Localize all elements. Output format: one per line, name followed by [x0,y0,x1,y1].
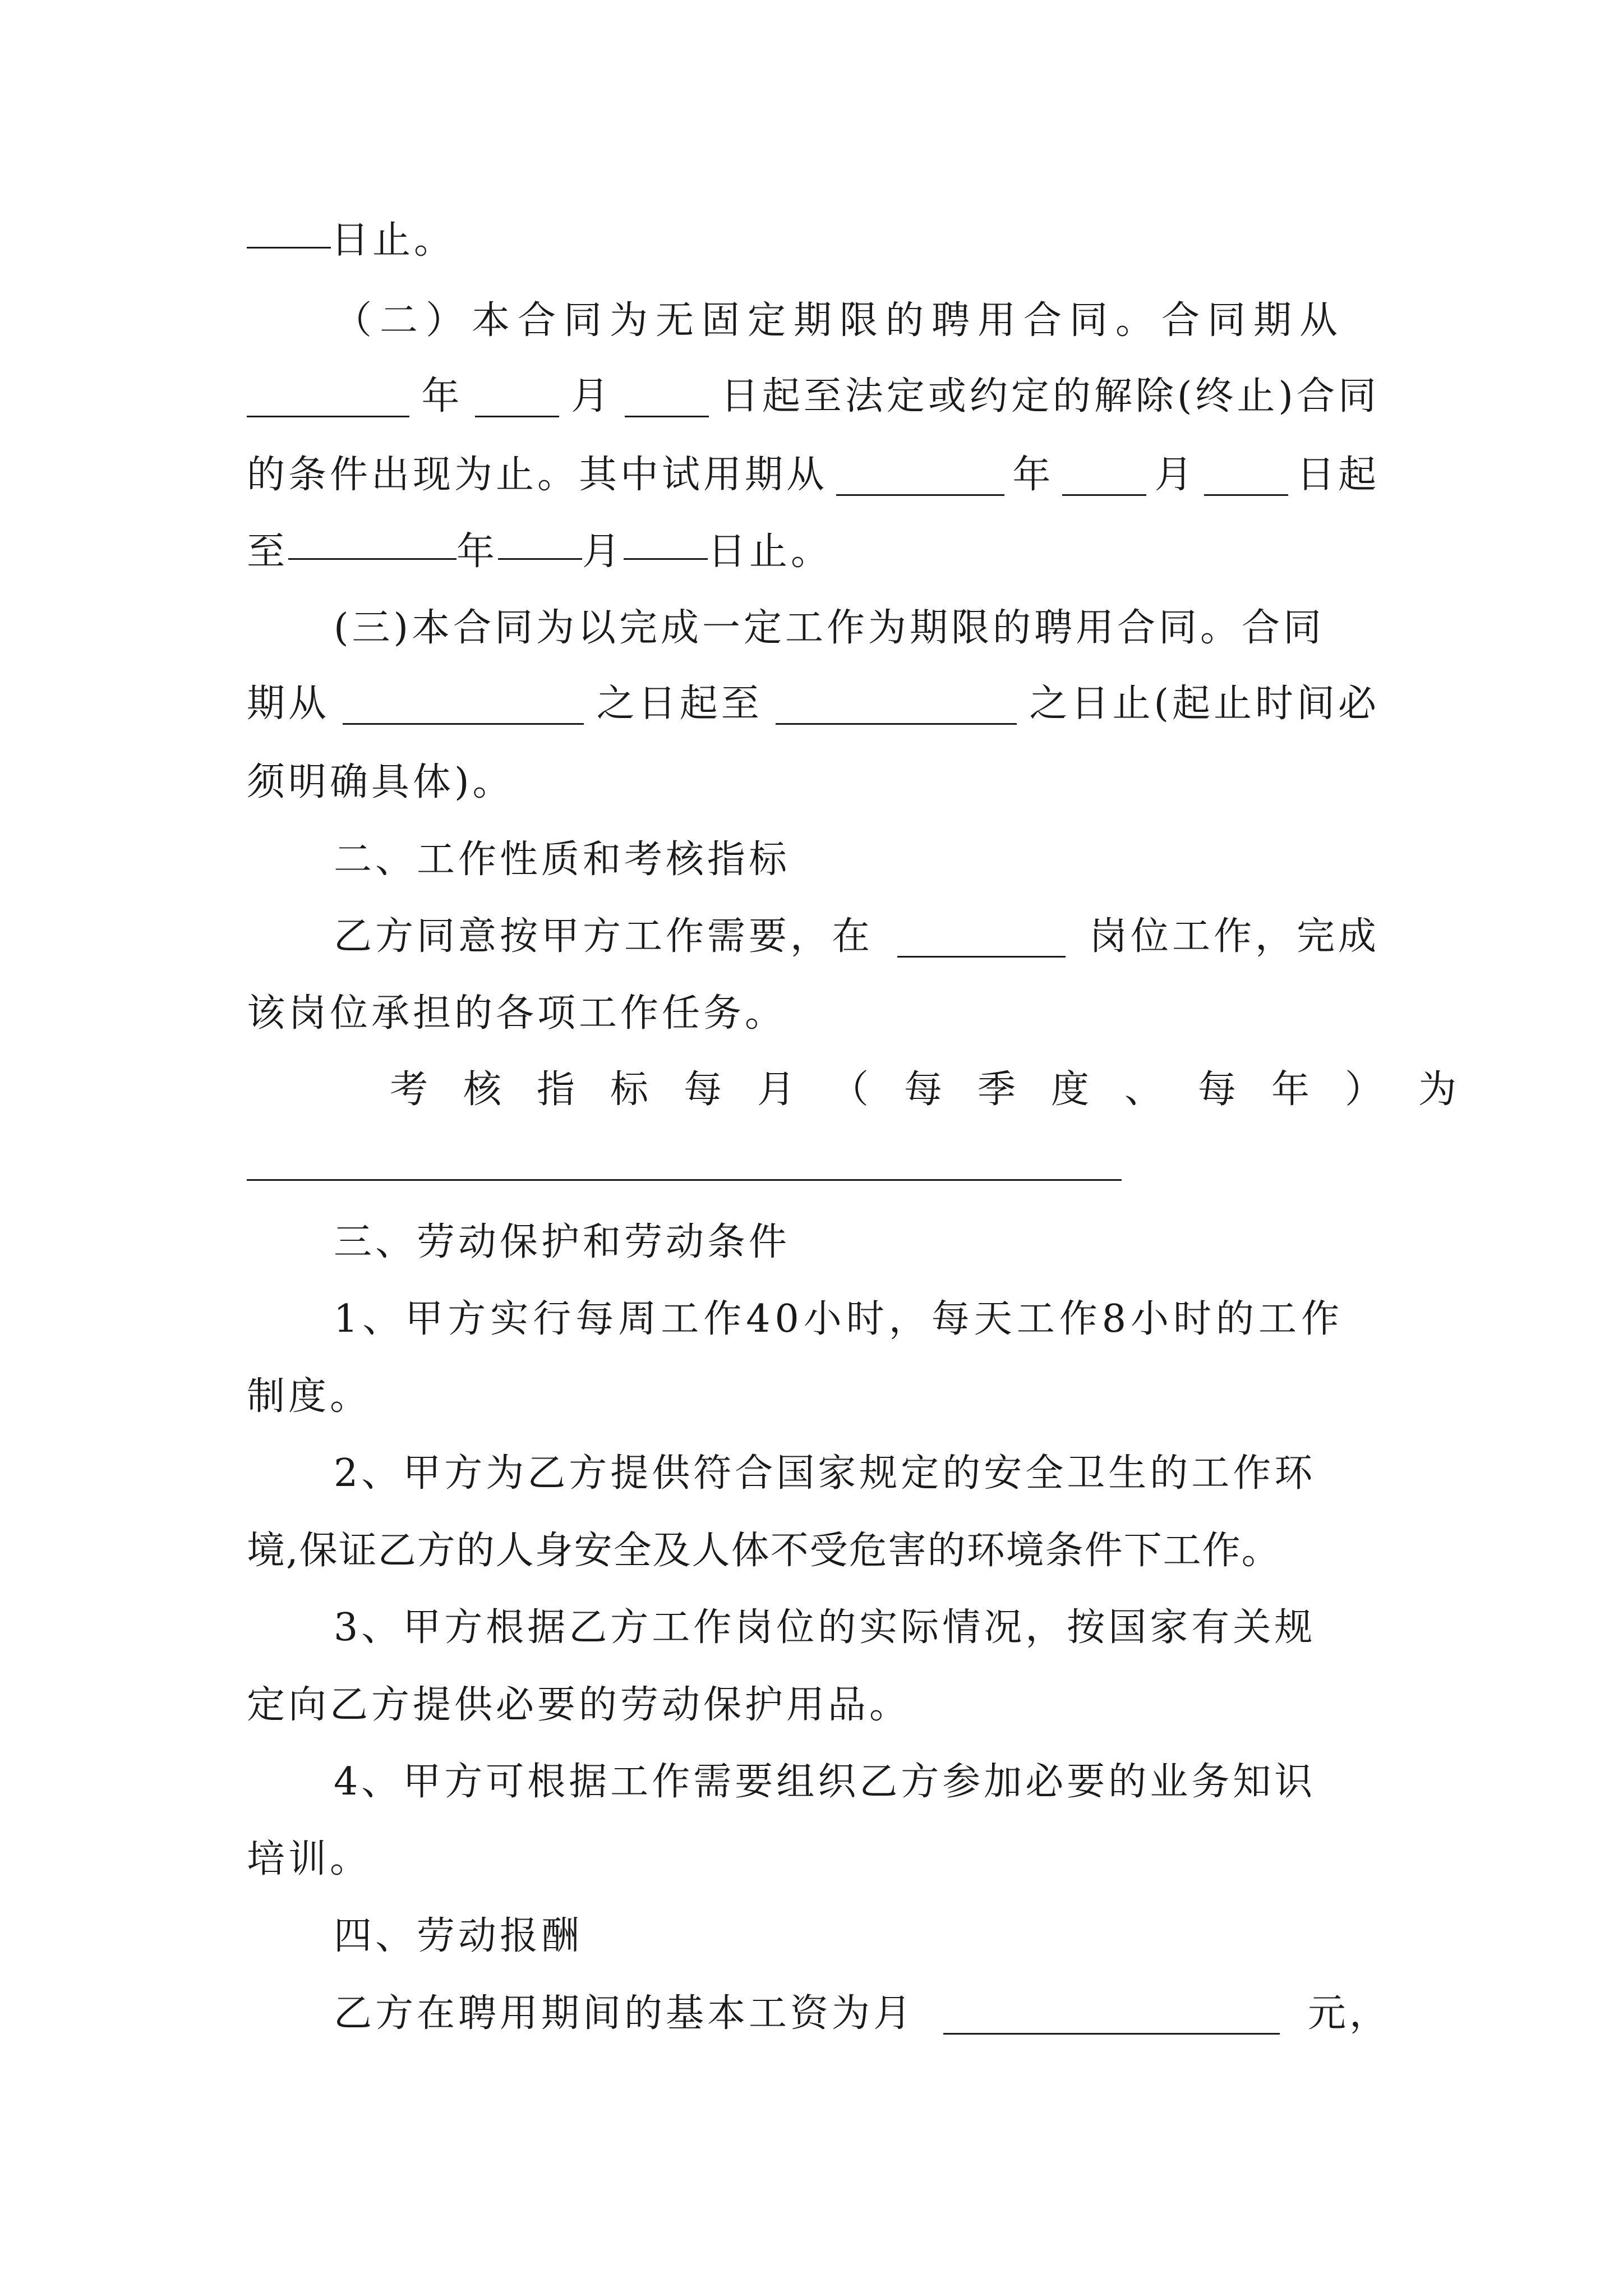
paragraph-term-task: (三)本合同为以完成一定工作为期限的聘用合同。合同 [334,606,1325,650]
text-line: 乙方在聘用期间的基本工资为月 元， [334,1991,1391,2036]
text-line: 乙方同意按甲方工作需要，在 岗位工作，完成 [334,914,1380,959]
paragraph-term-indefinite: （二）本合同为无固定期限的聘用合同。合同期从 [334,298,1346,343]
fill-blank-long [247,1179,1122,1181]
text-line: 培训。 [247,1837,372,1881]
fill-blank [343,684,584,725]
section-heading-remuneration: 四、劳动报酬 [334,1914,583,1958]
fill-blank [475,376,559,417]
fill-blank [1062,455,1146,496]
fill-blank [247,208,331,249]
text-line: 1、甲方实行每周工作40小时，每天工作8小时的工作 [334,1297,1344,1341]
fill-blank [625,376,709,417]
text-line: 2、甲方为乙方提供符合国家规定的安全卫生的工作环 [334,1451,1316,1496]
fill-blank [247,376,409,417]
assessment-indicator-line: 考核指标每月（每季度、每年）为 [390,1068,1492,1112]
fill-blank [943,1994,1280,2035]
text-line: 4、甲方可根据工作需要组织乙方参加必要的业务知识 [334,1760,1316,1804]
fill-blank [1204,455,1288,496]
fill-blank [776,684,1017,725]
fill-blank [836,455,1004,496]
text-line: 制度。 [247,1374,372,1419]
text-line: 3、甲方根据乙方工作岗位的实际情况，按国家有关规 [334,1605,1316,1650]
fill-blank [624,519,708,560]
text-line: 该岗位承担的各项工作任务。 [247,991,787,1036]
section-heading-job-nature: 二、工作性质和考核指标 [334,838,791,882]
text-line: 年 月 日起至法定或约定的解除(终止)合同 [247,366,1380,427]
section-heading-labor-protection: 三、劳动保护和劳动条件 [334,1220,791,1264]
text-line: 定向乙方提供必要的劳动保护用品。 [247,1683,911,1727]
text-line: 的条件出现为止。其中试用期从 年 月 日起 [247,453,1380,497]
text-line: 期从 之日起至 之日止(起止时间必 [247,682,1380,726]
fill-blank [897,917,1066,958]
text-line: 须明确具体)。 [247,760,514,804]
fill-blank [288,519,457,560]
text-line: 境,保证乙方的人身安全及人体不受危害的环境条件下工作。 [247,1529,1281,1573]
text-line: 至 年 月 日止。 [247,519,864,581]
fill-blank [498,519,582,560]
text-line: 日止。 [247,208,1380,269]
